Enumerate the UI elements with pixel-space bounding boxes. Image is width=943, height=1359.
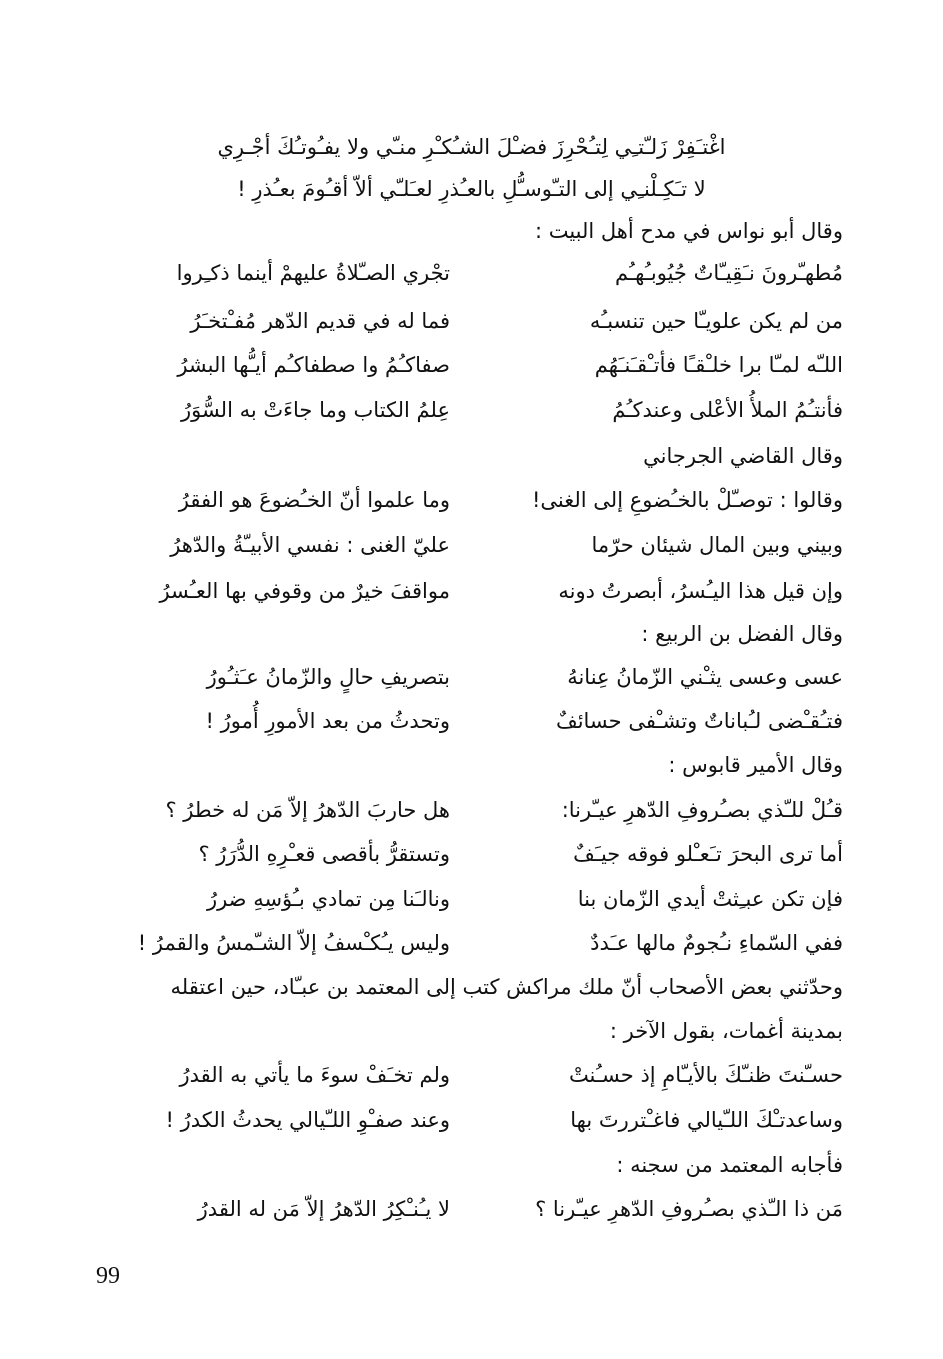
section-heading: وقال الفضل بن الربيع : [641, 622, 843, 646]
section-heading: وقال أبو نواس في مدح أهل البيت : [534, 219, 843, 243]
verse-first-hemistich: عسى وعسى يثـْني الزّمانُ عِنانهُ [567, 665, 843, 689]
verse-second-hemistich: تجْري الصـّلاةُ عليهمْ أينما ذكـِروا [176, 261, 450, 285]
prose-line: وحدّثني بعض الأصحاب أنّ ملك مراكش كتب إلى المعتمد بن عبـّاد، حين اعتقله [170, 975, 843, 999]
verse-second-hemistich: عِلمُ الكتاب وما جاءَتْ به السُّوَرُ [180, 398, 450, 422]
verse-second-hemistich: وتستقرُّ بأقصى قعـْرِهِ الدُّرَرُ ؟ [198, 842, 450, 866]
verse-first-hemistich: فإن تكن عبـِثتْ أيدي الزّمان بنا [577, 887, 843, 911]
verse-second-hemistich: هل حاربَ الدّهرُ إلاّ مَن له خطرُ ؟ [165, 798, 450, 822]
page-number: 99 [96, 1263, 120, 1289]
intro-verse-2: لا تـَكِـلْنـِي إلى التـّوسـُّلِ بالعـُذرِ لعـَلـّي ألاّ أقـُومَ بعـُذرِ ! [237, 177, 706, 201]
verse-second-hemistich: وتحدثُ من بعد الأمورِ أُمورُ ! [205, 709, 450, 733]
verse-first-hemistich: اللـّه لمـّا برا خلـْقـًا فأتـْقـَنـَهُم [594, 353, 843, 377]
verse-second-hemistich: فما له في قديم الدّهر مُفـْتخـَرُ [190, 309, 450, 333]
verse-second-hemistich: وما علموا أنّ الخـُضوعَ هو الفقرُ [178, 488, 450, 512]
verse-second-hemistich: وعند صفـْوِ اللـّيالي يحدثُ الكدرُ ! [165, 1108, 450, 1132]
prose-line: بمدينة أغمات، بقول الآخر : [609, 1019, 843, 1043]
verse-first-hemistich: قـُلْ للـّذي بصـُروفِ الدّهرِ عيـّرنا: [561, 798, 843, 822]
verse-second-hemistich: ولم تخـَفْ سوءَ ما يأتي به القدرُ [179, 1063, 450, 1087]
verse-first-hemistich: أما ترى البحرَ تـَعـْلو فوقه جيـَفٌ [573, 842, 843, 866]
verse-first-hemistich: ففي السّماءِ نـُجومٌ مالها عـَددٌ [590, 931, 843, 955]
verse-first-hemistich: فتـُقـْضى لـُباناتٌ وتشـْفى حسائفٌ [555, 709, 843, 733]
verse-first-hemistich: وساعدتـْكَ اللـّيالي فاغـْتررتَ بها [570, 1108, 843, 1132]
verse-first-hemistich: وبيني وبين المال شيئان حرّما [591, 533, 843, 557]
verse-second-hemistich: صفاكـُمُ وا صطفاكـُم أيـُّها البشرُ [177, 353, 450, 377]
intro-verse-1: اغْتـَفِرْ زَلـّتـِي لِتـُحْرِزَ فضـْلَ الشـُكـْرِ منـّي ولا يفـُوتـُكَ أجْـرِي [217, 135, 726, 159]
section-heading: وقال الأمير قابوس : [668, 753, 843, 777]
section-heading: فأجابه المعتمد من سجنه : [616, 1153, 843, 1177]
verse-first-hemistich: وإن قيل هذا اليـُسرُ، أبصرتُ دونه [558, 579, 843, 603]
verse-second-hemistich: مواقفَ خيرٌ من وقوفي بها العـُسرُ [159, 579, 450, 603]
verse-second-hemistich: بتصريفِ حالٍ والزّمانُ عـَثـُورُ [206, 665, 450, 689]
verse-second-hemistich: وليس يـُكـْسفُ إلاّ الشـّمسُ والقمرُ ! [137, 931, 450, 955]
verse-second-hemistich: لا يـُنـْكِرُ الدّهرُ إلاّ مَن له القدرُ [197, 1197, 450, 1221]
verse-first-hemistich: فأنتـُمُ الملأُ الأعْلى وعندكـُمُ [612, 398, 843, 422]
verse-first-hemistich: من لم يكن علويـّا حين تنسبـُه [589, 309, 843, 333]
verse-second-hemistich: عليّ الغنى : نفسي الأبيـّةُ والدّهرُ [170, 533, 450, 557]
section-heading: وقال القاضي الجرجاني [643, 444, 843, 468]
verse-first-hemistich: مُطهـّرونَ نـَقِيـّاتٌ جُيُوبـُهـُم [614, 261, 843, 285]
verse-first-hemistich: وقالوا : توصـّلْ بالخـُضوعِ إلى الغنى! [532, 488, 843, 512]
verse-first-hemistich: مَن ذا الـّذي بصـُروفِ الدّهرِ عيـّرنا ؟ [535, 1197, 843, 1221]
verse-second-hemistich: ونالـَنا مِن تمادي بـُؤسِهِ ضررُ [206, 887, 450, 911]
verse-first-hemistich: حسـّنتَ ظنـّكَ بالأيـّامِ إذ حسـُنتْ [568, 1063, 843, 1087]
